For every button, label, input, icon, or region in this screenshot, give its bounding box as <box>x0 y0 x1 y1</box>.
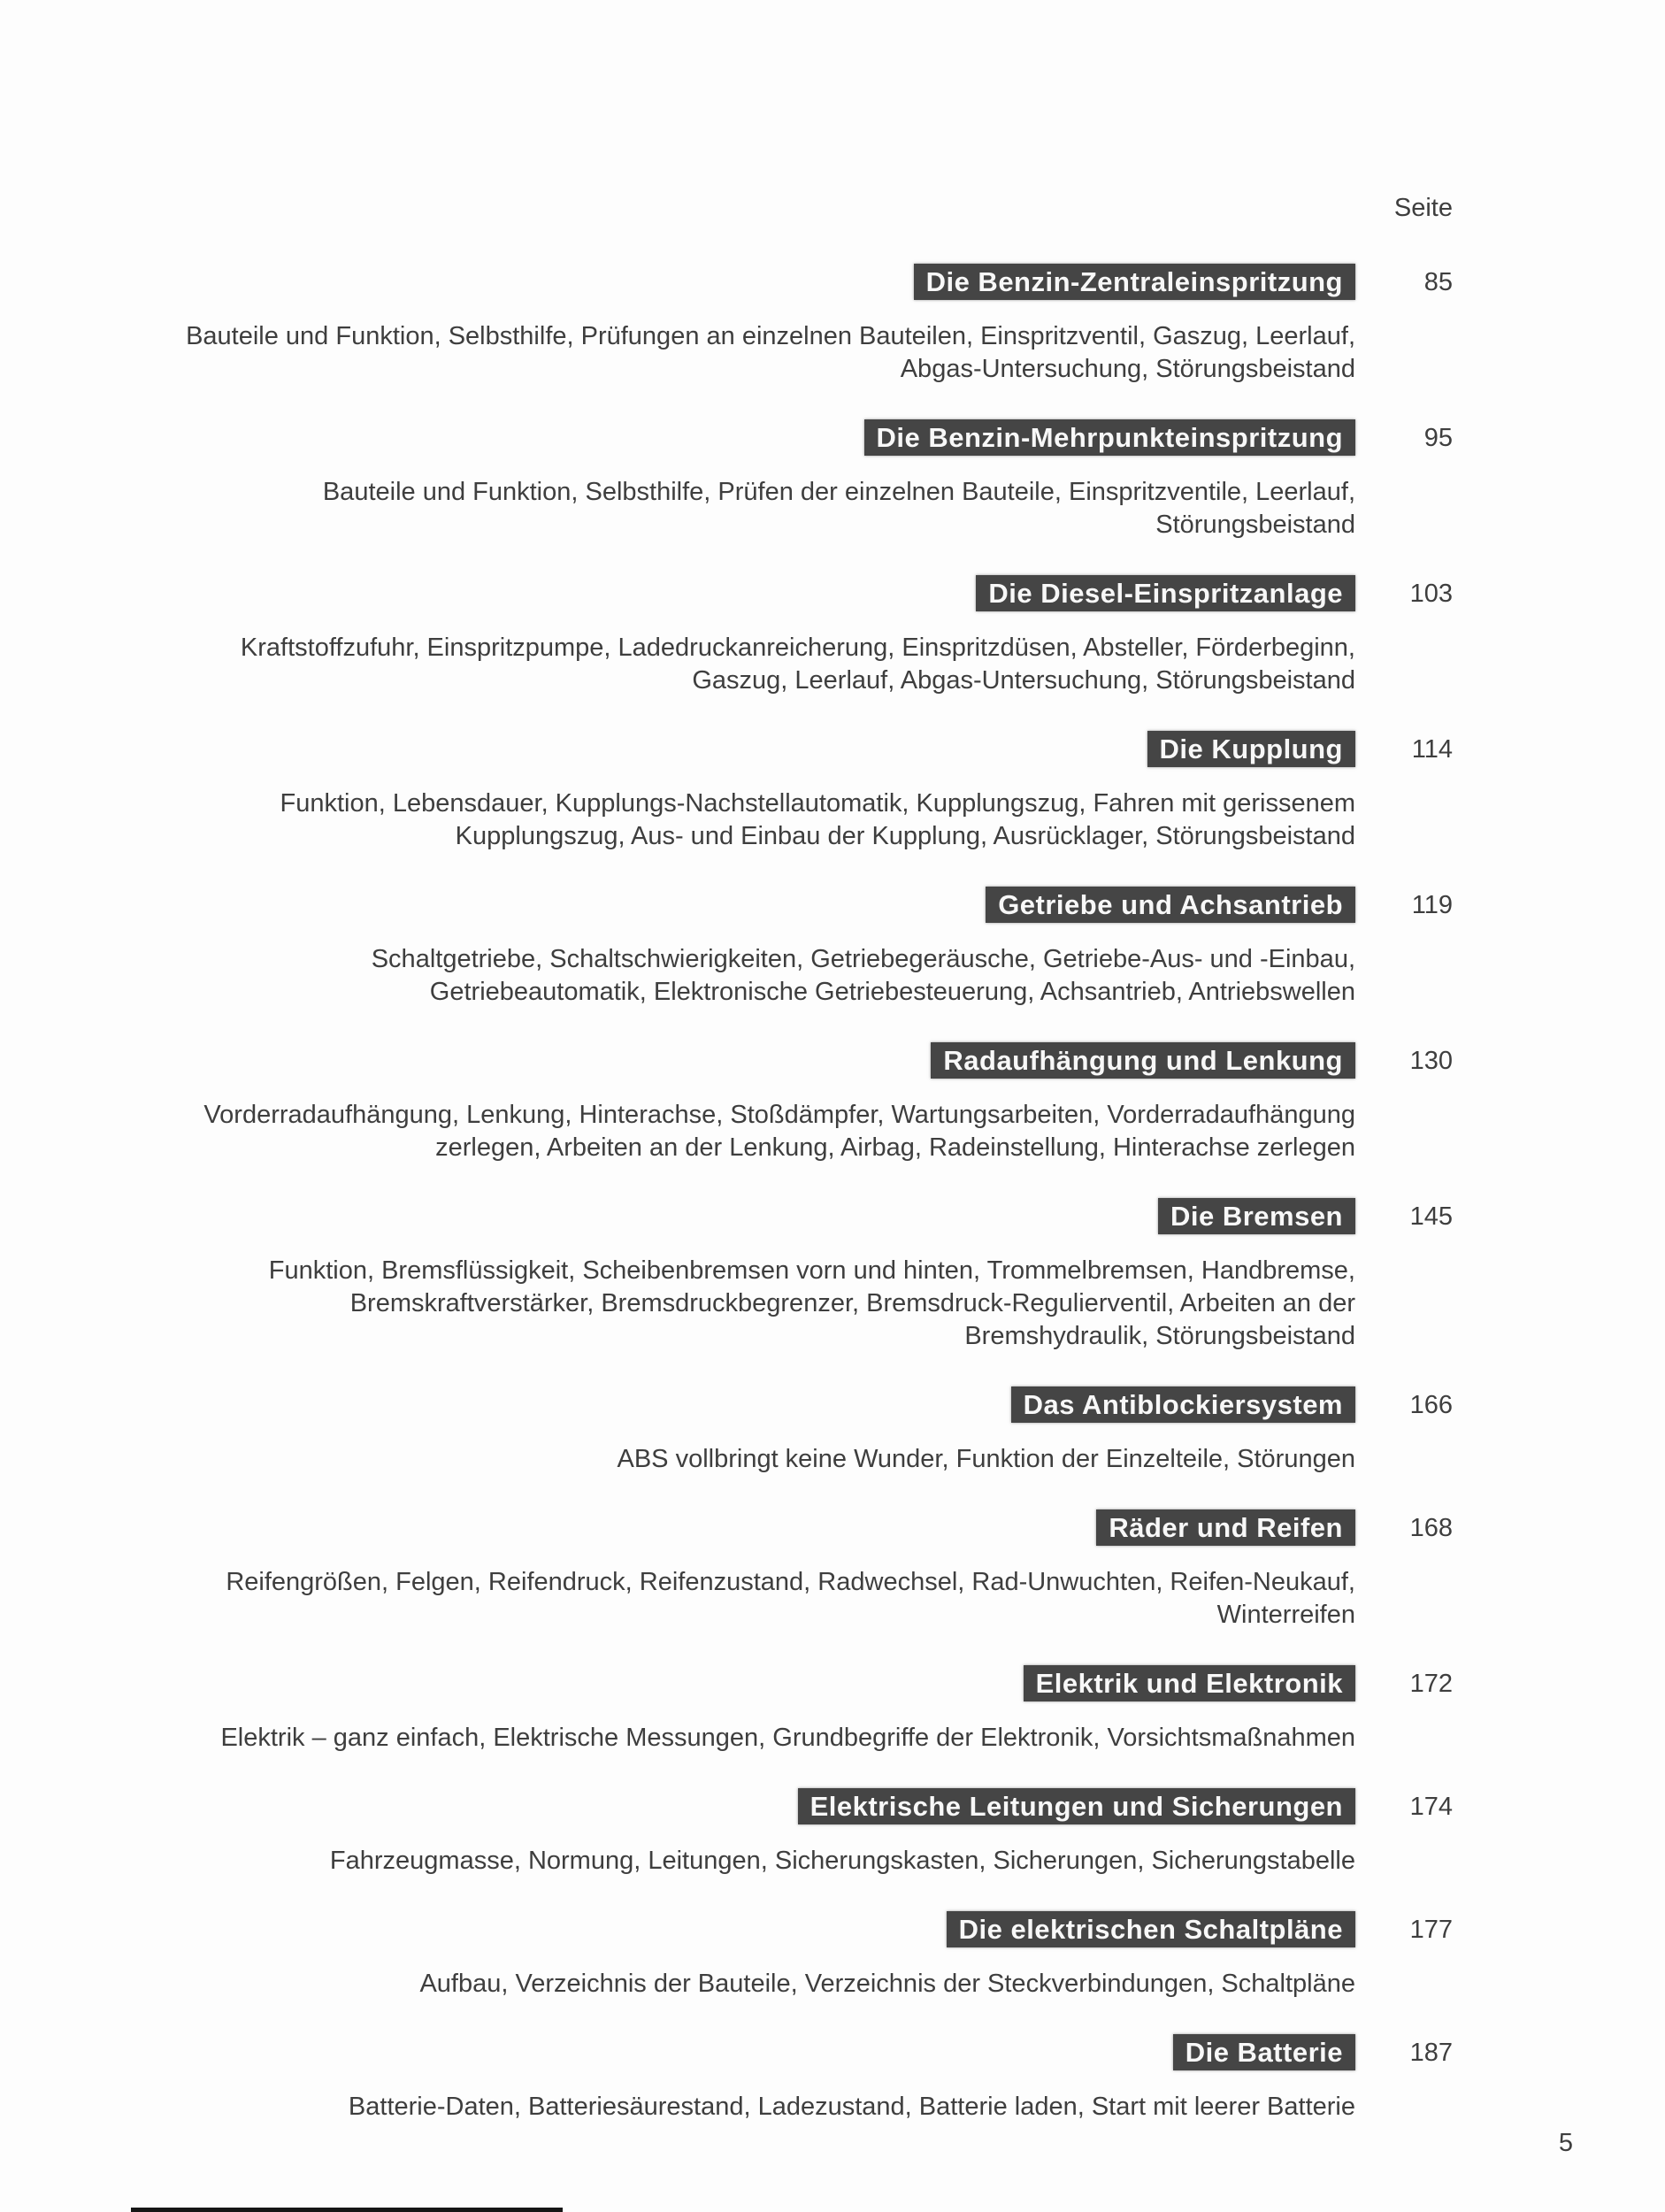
section-topics: Funktion, Bremsflüssigkeit, Scheibenbremsen vorn und hinten, Trommelbremsen, Handbremse, Bremskraftverstärker, Bremsdruckbegrenzer, Bremsdruck-Regulierventil, Arbeiten an der Bremshydraulik, Störungsbeistand <box>268 1256 1355 1350</box>
page-column-header-row <box>0 195 1453 221</box>
toc-section <box>0 575 1453 697</box>
toc-section-main <box>170 887 1355 1009</box>
section-page-number: 145 <box>1409 1202 1453 1231</box>
section-title: Das Antiblockiersystem <box>1011 1386 1355 1423</box>
toc-section-main <box>170 731 1355 853</box>
toc-section <box>0 1042 1453 1164</box>
section-heading-row <box>170 1911 1355 1953</box>
section-topics: Vorderradaufhängung, Lenkung, Hinterachse, Stoßdämpfer, Wartungsarbeiten, Vorderradaufhängung zerlegen, Arbeiten an der Lenkung, Airbag, Radeinstellung, Hinterachse zerlegen <box>203 1101 1355 1162</box>
section-heading-row <box>170 1665 1355 1707</box>
section-page-number: 114 <box>1411 735 1453 764</box>
section-heading-row <box>170 2034 1355 2076</box>
toc-section <box>0 1911 1453 2001</box>
section-page-number: 130 <box>1409 1047 1453 1075</box>
toc-section <box>0 1788 1453 1878</box>
section-topics: Bauteile und Funktion, Selbsthilfe, Prüfen der einzelnen Bauteile, Einspritzventile, Leerlauf, Störungsbeistand <box>322 478 1355 539</box>
section-heading-row <box>170 887 1355 928</box>
section-heading-row <box>170 1386 1355 1428</box>
section-topics: Batterie-Daten, Batteriesäurestand, Ladezustand, Batterie laden, Start mit leerer Batterie <box>348 2093 1355 2121</box>
section-title: Radaufhängung und Lenkung <box>931 1042 1355 1079</box>
toc-section <box>0 731 1453 853</box>
section-topics: Fahrzeugmasse, Normung, Leitungen, Sicherungskasten, Sicherungen, Sicherungstabelle <box>329 1847 1355 1875</box>
section-heading-row <box>170 575 1355 617</box>
section-title: Die Benzin-Zentraleinspritzung <box>914 264 1355 300</box>
section-title: Die Batterie <box>1173 2034 1355 2070</box>
toc-section-main <box>170 1509 1355 1632</box>
toc-section-main <box>170 1911 1355 2001</box>
section-page-number: 168 <box>1409 1514 1453 1542</box>
section-title: Elektrik und Elektronik <box>1024 1665 1355 1701</box>
section-page-number: 174 <box>1409 1793 1453 1821</box>
section-title: Räder und Reifen <box>1096 1509 1355 1546</box>
section-topics: Aufbau, Verzeichnis der Bauteile, Verzeichnis der Steckverbindungen, Schaltpläne <box>419 1970 1355 1998</box>
toc-list <box>0 264 1453 2124</box>
section-topics: Elektrik – ganz einfach, Elektrische Messungen, Grundbegriffe der Elektronik, Vorsichtsmaßnahmen <box>220 1724 1355 1752</box>
toc-section <box>0 887 1453 1009</box>
section-title: Die Diesel-Einspritzanlage <box>976 575 1355 611</box>
section-title: Die Bremsen <box>1158 1198 1355 1234</box>
section-title: Die elektrischen Schaltpläne <box>947 1911 1355 1947</box>
toc-section <box>0 1509 1453 1632</box>
section-page-number: 172 <box>1409 1670 1453 1698</box>
section-topics: Bauteile und Funktion, Selbsthilfe, Prüfungen an einzelnen Bauteilen, Einspritzventil, Gaszug, Leerlauf, Abgas-Untersuchung, Störungsbeistand <box>186 322 1355 383</box>
toc-section-main <box>170 1386 1355 1476</box>
section-heading-row <box>170 1042 1355 1084</box>
section-title: Die Kupplung <box>1147 731 1355 767</box>
toc-section <box>0 1198 1453 1353</box>
toc-section <box>0 419 1453 541</box>
section-topics: Kraftstoffzufuhr, Einspritzpumpe, Ladedruckanreicherung, Einspritzdüsen, Absteller, Förderbeginn, Gaszug, Leerlauf, Abgas-Untersuchung, Störungsbeistand <box>240 634 1355 695</box>
section-title: Die Benzin-Mehrpunkteinspritzung <box>864 419 1356 456</box>
toc-section-main <box>170 264 1355 386</box>
section-page-number: 85 <box>1423 268 1453 296</box>
section-topics: Reifengrößen, Felgen, Reifendruck, Reifenzustand, Radwechsel, Rad-Unwuchten, Reifen-Neukauf, Winterreifen <box>226 1568 1355 1629</box>
footer-page-number-row <box>1559 2129 1573 2158</box>
section-heading-row <box>170 1198 1355 1240</box>
section-heading-row <box>170 1788 1355 1830</box>
section-heading-row <box>170 1509 1355 1551</box>
toc-section-main <box>170 2034 1355 2124</box>
section-page-number: 166 <box>1409 1391 1453 1419</box>
toc-section-main <box>170 1788 1355 1878</box>
toc-section <box>0 1386 1453 1476</box>
section-page-number: 187 <box>1409 2039 1453 2067</box>
toc-section-main <box>170 1665 1355 1755</box>
toc-section <box>0 1665 1453 1755</box>
section-page-number: 95 <box>1423 424 1453 452</box>
section-topics: Funktion, Lebensdauer, Kupplungs-Nachstellautomatik, Kupplungszug, Fahren mit gerissenem Kupplungszug, Aus- und Einbau der Kupplung, Ausrücklager, Störungsbeistand <box>280 789 1355 850</box>
scan-artifact <box>131 2208 563 2212</box>
toc-section <box>0 264 1453 386</box>
toc-section-main <box>170 1198 1355 1353</box>
section-page-number: 103 <box>1409 580 1453 608</box>
section-heading-row <box>170 419 1355 461</box>
section-title: Elektrische Leitungen und Sicherungen <box>798 1788 1355 1824</box>
toc-section-main <box>170 575 1355 697</box>
footer-page-number: 5 <box>1558 2129 1573 2157</box>
toc-section-main <box>170 419 1355 541</box>
section-topics: Schaltgetriebe, Schaltschwierigkeiten, Getriebegeräusche, Getriebe-Aus- und -Einbau, Getriebeautomatik, Elektronische Getriebesteuerung, Achsantrieb, Antriebswellen <box>371 945 1355 1006</box>
section-page-number: 177 <box>1409 1916 1453 1944</box>
page-column-header: Seite <box>1393 194 1453 222</box>
toc-section-main <box>170 1042 1355 1164</box>
section-heading-row <box>170 731 1355 772</box>
toc-section <box>0 2034 1453 2124</box>
section-page-number: 119 <box>1411 891 1453 919</box>
section-title: Getriebe und Achsantrieb <box>986 887 1355 923</box>
section-heading-row <box>170 264 1355 305</box>
section-topics: ABS vollbringt keine Wunder, Funktion der Einzelteile, Störungen <box>617 1445 1355 1473</box>
